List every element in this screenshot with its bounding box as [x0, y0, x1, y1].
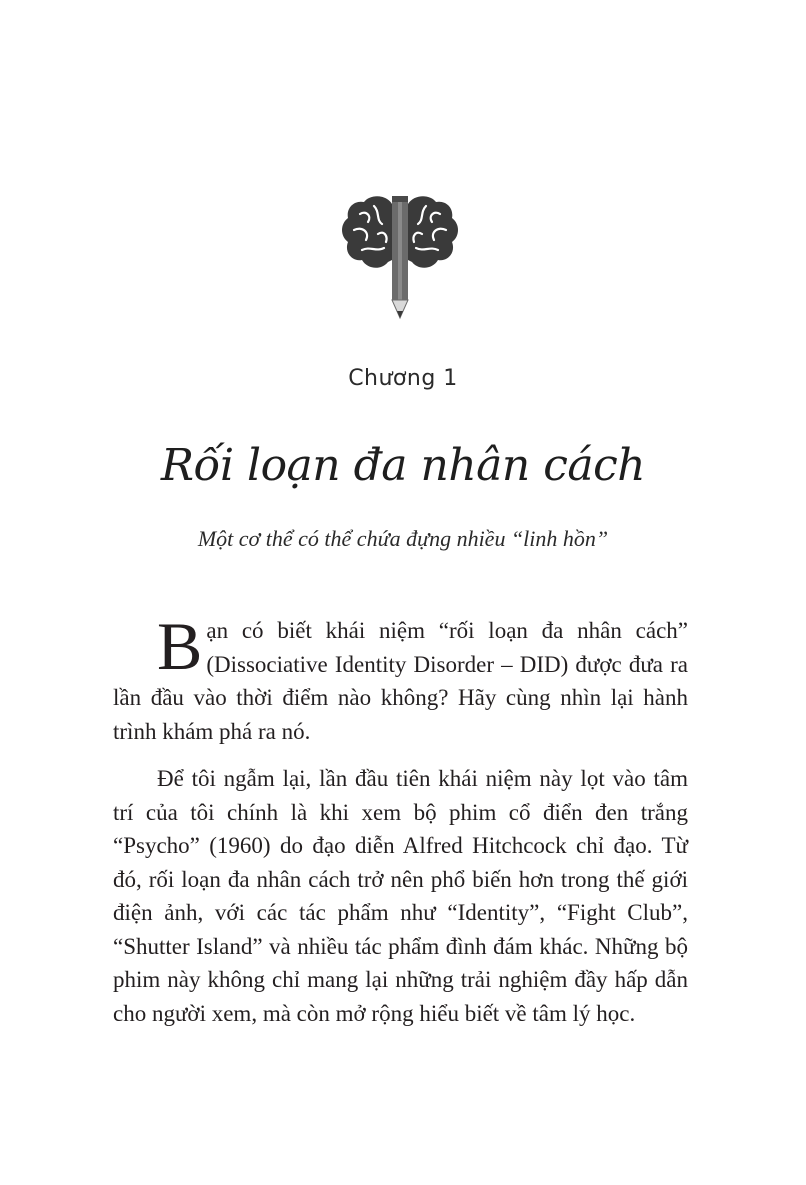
paragraph-1: [113, 608, 688, 748]
chapter-title: Rối loạn đa nhân cách: [160, 440, 646, 491]
chapter-body: [113, 608, 688, 1044]
drop-cap: B: [157, 608, 203, 684]
chapter-subtitle: Một cơ thể có thể chứa đựng nhiều “linh hồn”: [197, 526, 609, 551]
paragraph-1-text: ạn có biết khái niệm “rối loạn đa nhân cách” (Dissociative Identity Disorder – DID) được đưa ra lần đầu vào thời điểm nào không? Hãy cùng nhìn lại hành trình khám phá ra nó.: [113, 618, 688, 744]
paragraph-2: Để tôi ngẫm lại, lần đầu tiên khái niệm này lọt vào tâm trí của tôi chính là khi xem bộ phim cổ điển đen trắng “Psycho” (1960) do đạo diễn Alfred Hitchcock chỉ đạo. Từ đó, rối loạn đa nhân cách trở nên phổ biến hơn trong thế giới điện ảnh, với các tác phẩm như “Identity”, “Fight Club”, “Shutter Island” và nhiều tác phẩm đình đám khác. Những bộ phim này không chỉ mang lại những trải nghiệm đầy hấp dẫn cho người xem, mà còn mở rộng hiểu biết về tâm lý học.: [113, 766, 688, 1026]
chapter-number: Chương 1: [348, 366, 458, 391]
brain-pencil-icon: [340, 190, 460, 326]
